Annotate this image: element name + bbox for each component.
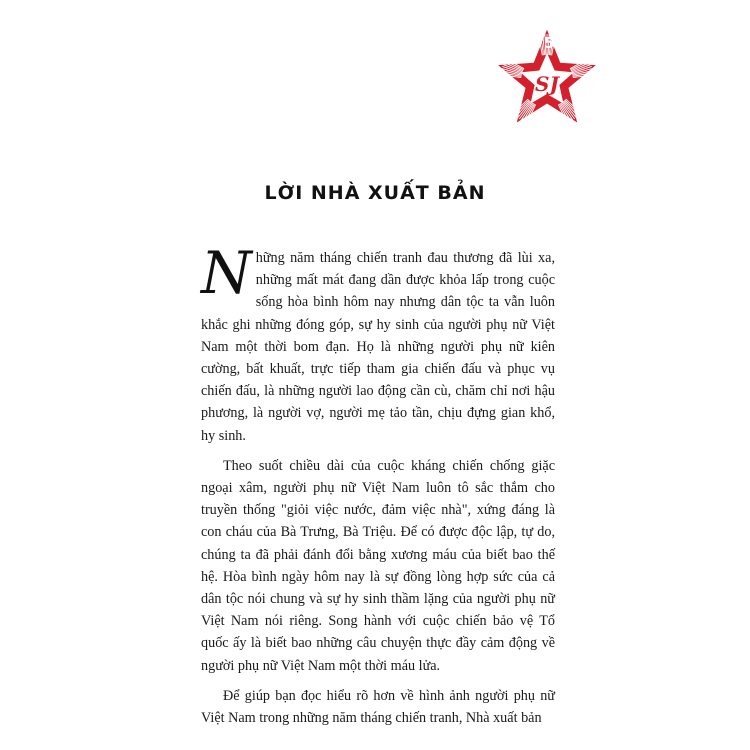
paragraph-1	[201, 239, 555, 447]
page-title: LỜI NHÀ XUẤT BẢN	[264, 182, 486, 204]
paragraph-2: Theo suốt chiều dài của cuộc kháng chiến chống giặc ngoại xâm, người phụ nữ Việt Nam luôn tô sắc thắm cho truyền thống "giỏi việc nước, đảm việc nhà", xứng đáng là con cháu của Bà Trưng, Bà Triệu. Để có được độc lập, tự do, chúng ta đã phải đánh đổi bằng xương máu của biết bao thế hệ. Hòa bình ngày hôm nay là sự đồng lòng hợp sức của cả dân tộc nói chung và sự hy sinh thầm lặng của người phụ nữ Việt Nam nói riêng. Song hành với cuộc chiến bảo vệ Tổ quốc ấy là biết bao những câu chuyện thực đầy cảm động về người phụ nữ Việt Nam một thời máu lửa.	[201, 457, 555, 674]
emblem-monogram: SJ	[535, 72, 559, 96]
paragraph-1-text: hững năm tháng chiến tranh đau thương đã lùi xa, những mất mát đang dần được khỏa lấp trong cuộc sống hòa bình hôm nay nhưng dân tộc ta vẫn luôn khắc ghi những đóng góp, sự hy sinh của người phụ nữ Việt Nam một thời bom đạn. Họ là những người phụ nữ kiên cường, bất khuất, trực tiếp tham gia chiến đấu và phục vụ chiến đấu, là những người lao động cần cù, chăm chỉ nơi hậu phương, là người vợ, người mẹ tảo tần, chịu đựng gian khổ, hy sinh.	[201, 250, 555, 444]
body-text	[201, 239, 555, 737]
drop-cap: N	[201, 239, 252, 307]
page-number: 5	[544, 34, 555, 52]
paragraph-3: Để giúp bạn đọc hiểu rõ hơn về hình ảnh người phụ nữ Việt Nam trong những năm tháng chiến tranh, Nhà xuất bản	[201, 687, 555, 727]
